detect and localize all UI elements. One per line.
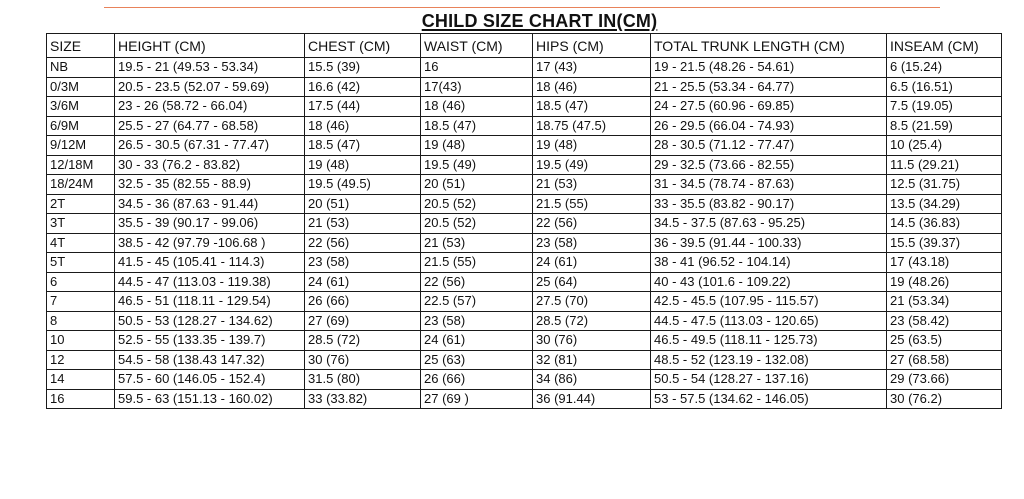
waist-cell: 22.5 (57): [421, 292, 533, 312]
trunk-length-cell: 34.5 - 37.5 (87.63 - 95.25): [651, 214, 887, 234]
trunk-length-cell: 46.5 - 49.5 (118.11 - 125.73): [651, 331, 887, 351]
hips-header: HIPS (CM): [533, 34, 651, 58]
size-cell: 6/9M: [47, 116, 115, 136]
size-cell: 2T: [47, 194, 115, 214]
height-cell: 38.5 - 42 (97.79 -106.68 ): [115, 233, 305, 253]
size-cell: 18/24M: [47, 175, 115, 195]
chest-cell: 28.5 (72): [305, 331, 421, 351]
hips-cell: 21.5 (55): [533, 194, 651, 214]
waist-cell: 17(43): [421, 77, 533, 97]
table-row: [47, 233, 1002, 253]
trunk-length-cell: 33 - 35.5 (83.82 - 90.17): [651, 194, 887, 214]
size-cell: 3/6M: [47, 97, 115, 117]
hips-cell: 27.5 (70): [533, 292, 651, 312]
inseam-cell: 6 (15.24): [887, 58, 1002, 78]
size-chart-table: [46, 33, 1002, 409]
waist-cell: 24 (61): [421, 331, 533, 351]
height-cell: 44.5 - 47 (113.03 - 119.38): [115, 272, 305, 292]
height-cell: 20.5 - 23.5 (52.07 - 59.69): [115, 77, 305, 97]
size-cell: 14: [47, 370, 115, 390]
table-row: [47, 77, 1002, 97]
height-cell: 32.5 - 35 (82.55 - 88.9): [115, 175, 305, 195]
height-cell: 30 - 33 (76.2 - 83.82): [115, 155, 305, 175]
trunk-length-cell: 48.5 - 52 (123.19 - 132.08): [651, 350, 887, 370]
chest-cell: 23 (58): [305, 253, 421, 273]
height-cell: 35.5 - 39 (90.17 - 99.06): [115, 214, 305, 234]
hips-cell: 23 (58): [533, 233, 651, 253]
waist-cell: 21.5 (55): [421, 253, 533, 273]
size-cell: 6: [47, 272, 115, 292]
chest-cell: 26 (66): [305, 292, 421, 312]
inseam-cell: 10 (25.4): [887, 136, 1002, 156]
inseam-cell: 14.5 (36.83): [887, 214, 1002, 234]
chest-cell: 33 (33.82): [305, 389, 421, 409]
chest-cell: 21 (53): [305, 214, 421, 234]
chest-cell: 18 (46): [305, 116, 421, 136]
height-cell: 50.5 - 53 (128.27 - 134.62): [115, 311, 305, 331]
trunk-length-cell: 40 - 43 (101.6 - 109.22): [651, 272, 887, 292]
hips-cell: 32 (81): [533, 350, 651, 370]
hips-cell: 18.5 (47): [533, 97, 651, 117]
chest-cell: 18.5 (47): [305, 136, 421, 156]
trunk-length-cell: 31 - 34.5 (78.74 - 87.63): [651, 175, 887, 195]
chest-cell: 19 (48): [305, 155, 421, 175]
inseam-cell: 13.5 (34.29): [887, 194, 1002, 214]
waist-cell: 20.5 (52): [421, 194, 533, 214]
hips-cell: 24 (61): [533, 253, 651, 273]
trunk-length-cell: 29 - 32.5 (73.66 - 82.55): [651, 155, 887, 175]
top-divider-line: [104, 7, 940, 8]
inseam-cell: 29 (73.66): [887, 370, 1002, 390]
waist-cell: 23 (58): [421, 311, 533, 331]
height-cell: 19.5 - 21 (49.53 - 53.34): [115, 58, 305, 78]
waist-cell: 18.5 (47): [421, 116, 533, 136]
inseam-header: INSEAM (CM): [887, 34, 1002, 58]
chest-cell: 15.5 (39): [305, 58, 421, 78]
table-row: [47, 311, 1002, 331]
table-row: [47, 194, 1002, 214]
height-cell: 23 - 26 (58.72 - 66.04): [115, 97, 305, 117]
waist-cell: 26 (66): [421, 370, 533, 390]
trunk-length-cell: 24 - 27.5 (60.96 - 69.85): [651, 97, 887, 117]
size-cell: 5T: [47, 253, 115, 273]
inseam-cell: 30 (76.2): [887, 389, 1002, 409]
hips-cell: 36 (91.44): [533, 389, 651, 409]
chest-cell: 20 (51): [305, 194, 421, 214]
hips-cell: 21 (53): [533, 175, 651, 195]
waist-header: WAIST (CM): [421, 34, 533, 58]
height-header: HEIGHT (CM): [115, 34, 305, 58]
size-cell: 0/3M: [47, 77, 115, 97]
inseam-cell: 21 (53.34): [887, 292, 1002, 312]
hips-cell: 30 (76): [533, 331, 651, 351]
waist-cell: 20 (51): [421, 175, 533, 195]
waist-cell: 19 (48): [421, 136, 533, 156]
inseam-cell: 27 (68.58): [887, 350, 1002, 370]
inseam-cell: 7.5 (19.05): [887, 97, 1002, 117]
inseam-cell: 17 (43.18): [887, 253, 1002, 273]
trunk-length-cell: 42.5 - 45.5 (107.95 - 115.57): [651, 292, 887, 312]
size-cell: 3T: [47, 214, 115, 234]
hips-cell: 22 (56): [533, 214, 651, 234]
inseam-cell: 15.5 (39.37): [887, 233, 1002, 253]
chest-header: CHEST (CM): [305, 34, 421, 58]
inseam-cell: 11.5 (29.21): [887, 155, 1002, 175]
table-row: [47, 136, 1002, 156]
chest-cell: 16.6 (42): [305, 77, 421, 97]
table-row: [47, 58, 1002, 78]
table-row: [47, 175, 1002, 195]
chest-cell: 31.5 (80): [305, 370, 421, 390]
trunk-length-cell: 44.5 - 47.5 (113.03 - 120.65): [651, 311, 887, 331]
chart-title: CHILD SIZE CHART IN(CM): [421, 11, 658, 31]
hips-cell: 34 (86): [533, 370, 651, 390]
chest-cell: 17.5 (44): [305, 97, 421, 117]
size-header: SIZE: [47, 34, 115, 58]
hips-cell: 19 (48): [533, 136, 651, 156]
trunk-length-cell: 28 - 30.5 (71.12 - 77.47): [651, 136, 887, 156]
trunk-length-cell: 50.5 - 54 (128.27 - 137.16): [651, 370, 887, 390]
size-cell: 9/12M: [47, 136, 115, 156]
hips-cell: 18.75 (47.5): [533, 116, 651, 136]
waist-cell: 25 (63): [421, 350, 533, 370]
waist-cell: 16: [421, 58, 533, 78]
trunk-length-header: TOTAL TRUNK LENGTH (CM): [651, 34, 887, 58]
table-header-row: [47, 34, 1002, 58]
table-row: [47, 214, 1002, 234]
trunk-length-cell: 53 - 57.5 (134.62 - 146.05): [651, 389, 887, 409]
table-row: [47, 350, 1002, 370]
height-cell: 34.5 - 36 (87.63 - 91.44): [115, 194, 305, 214]
waist-cell: 21 (53): [421, 233, 533, 253]
inseam-cell: 19 (48.26): [887, 272, 1002, 292]
waist-cell: 27 (69 ): [421, 389, 533, 409]
height-cell: 41.5 - 45 (105.41 - 114.3): [115, 253, 305, 273]
height-cell: 59.5 - 63 (151.13 - 160.02): [115, 389, 305, 409]
waist-cell: 19.5 (49): [421, 155, 533, 175]
hips-cell: 25 (64): [533, 272, 651, 292]
table-row: [47, 292, 1002, 312]
chest-cell: 27 (69): [305, 311, 421, 331]
trunk-length-cell: 21 - 25.5 (53.34 - 64.77): [651, 77, 887, 97]
table-row: [47, 116, 1002, 136]
trunk-length-cell: 19 - 21.5 (48.26 - 54.61): [651, 58, 887, 78]
table-row: [47, 97, 1002, 117]
trunk-length-cell: 38 - 41 (96.52 - 104.14): [651, 253, 887, 273]
size-cell: 12/18M: [47, 155, 115, 175]
height-cell: 57.5 - 60 (146.05 - 152.4): [115, 370, 305, 390]
hips-cell: 28.5 (72): [533, 311, 651, 331]
size-cell: 10: [47, 331, 115, 351]
height-cell: 54.5 - 58 (138.43 147.32): [115, 350, 305, 370]
hips-cell: 19.5 (49): [533, 155, 651, 175]
table-row: [47, 272, 1002, 292]
hips-cell: 17 (43): [533, 58, 651, 78]
chest-cell: 22 (56): [305, 233, 421, 253]
inseam-cell: 8.5 (21.59): [887, 116, 1002, 136]
table-row: [47, 155, 1002, 175]
height-cell: 46.5 - 51 (118.11 - 129.54): [115, 292, 305, 312]
size-cell: 7: [47, 292, 115, 312]
table-row: [47, 370, 1002, 390]
table-row: [47, 253, 1002, 273]
chest-cell: 24 (61): [305, 272, 421, 292]
height-cell: 25.5 - 27 (64.77 - 68.58): [115, 116, 305, 136]
chest-cell: 30 (76): [305, 350, 421, 370]
hips-cell: 18 (46): [533, 77, 651, 97]
trunk-length-cell: 26 - 29.5 (66.04 - 74.93): [651, 116, 887, 136]
height-cell: 52.5 - 55 (133.35 - 139.7): [115, 331, 305, 351]
chest-cell: 19.5 (49.5): [305, 175, 421, 195]
waist-cell: 18 (46): [421, 97, 533, 117]
waist-cell: 22 (56): [421, 272, 533, 292]
inseam-cell: 23 (58.42): [887, 311, 1002, 331]
inseam-cell: 25 (63.5): [887, 331, 1002, 351]
waist-cell: 20.5 (52): [421, 214, 533, 234]
size-cell: 16: [47, 389, 115, 409]
size-cell: 4T: [47, 233, 115, 253]
table-row: [47, 331, 1002, 351]
size-cell: 12: [47, 350, 115, 370]
trunk-length-cell: 36 - 39.5 (91.44 - 100.33): [651, 233, 887, 253]
inseam-cell: 6.5 (16.51): [887, 77, 1002, 97]
size-cell: NB: [47, 58, 115, 78]
size-cell: 8: [47, 311, 115, 331]
inseam-cell: 12.5 (31.75): [887, 175, 1002, 195]
height-cell: 26.5 - 30.5 (67.31 - 77.47): [115, 136, 305, 156]
table-row: [47, 389, 1002, 409]
